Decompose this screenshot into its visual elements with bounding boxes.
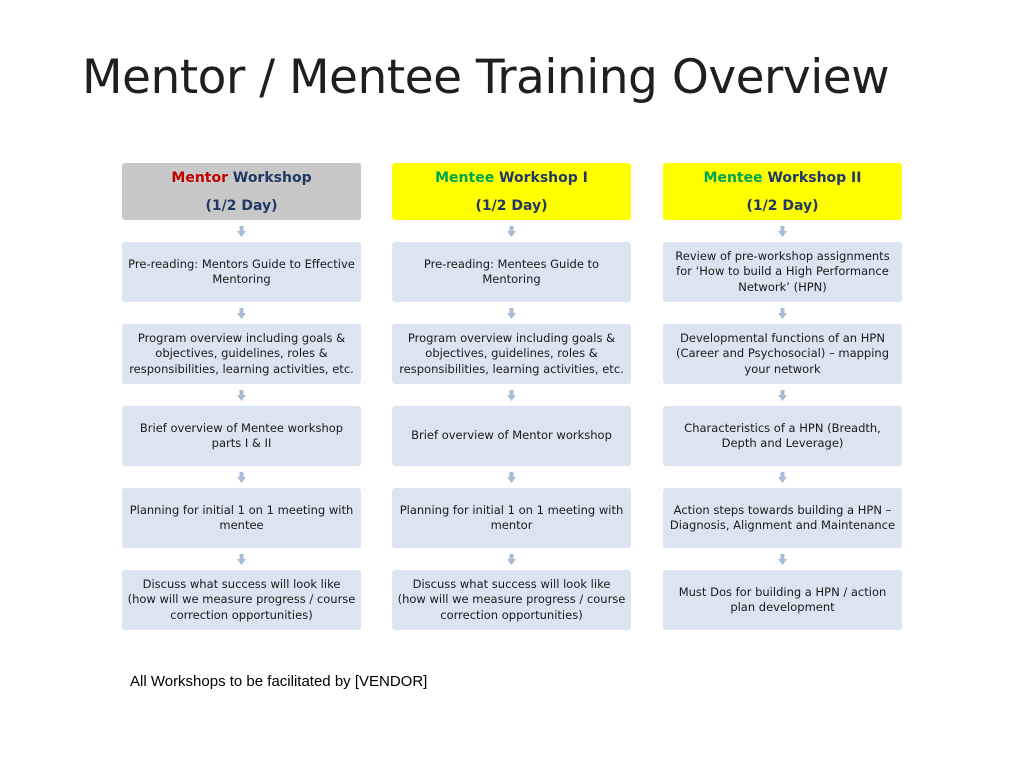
step-box: Characteristics of a HPN (Breadth, Depth and Leverage): [663, 406, 902, 466]
workshop-duration: (1/2 Day): [205, 197, 278, 214]
down-arrow-icon: [122, 548, 361, 570]
step-box: Pre-reading: Mentors Guide to Effective Mentoring: [122, 242, 361, 302]
mentor-workshop-column: [122, 163, 361, 630]
workshop-name-rest: Workshop: [228, 169, 312, 186]
mentee-workshop-2-column: [663, 163, 902, 630]
workshop-keyword: Mentee: [435, 169, 495, 186]
step-box: Review of pre-workshop assignments for ‘How to build a High Performance Network’ (HPN): [663, 242, 902, 302]
down-arrow-icon: [663, 384, 902, 406]
workshop-name-rest: Workshop II: [762, 169, 862, 186]
step-box: Program overview including goals & objectives, guidelines, roles & responsibilities, learning activities, etc.: [392, 324, 631, 384]
down-arrow-icon: [663, 548, 902, 570]
down-arrow-icon: [392, 302, 631, 324]
workshop-name: [704, 168, 862, 188]
down-arrow-icon: [392, 384, 631, 406]
step-box: Brief overview of Mentee workshop parts I & II: [122, 406, 361, 466]
mentor-workshop-header: [122, 163, 361, 220]
step-box: Must Dos for building a HPN / action plan development: [663, 570, 902, 630]
workshop-keyword: Mentee: [703, 169, 763, 186]
step-box: Action steps towards building a HPN – Diagnosis, Alignment and Maintenance: [663, 488, 902, 548]
down-arrow-icon: [122, 384, 361, 406]
down-arrow-icon: [122, 220, 361, 242]
step-box: Discuss what success will look like (how will we measure progress / course correction opportunities): [122, 570, 361, 630]
down-arrow-icon: [122, 302, 361, 324]
step-box: Program overview including goals & objectives, guidelines, roles & responsibilities, learning activities, etc.: [122, 324, 361, 384]
workshop-name-rest: Workshop I: [494, 169, 588, 186]
step-box: Planning for initial 1 on 1 meeting with mentor: [392, 488, 631, 548]
step-box: Brief overview of Mentor workshop: [392, 406, 631, 466]
step-box: Planning for initial 1 on 1 meeting with mentee: [122, 488, 361, 548]
down-arrow-icon: [392, 220, 631, 242]
workshop-name: [435, 168, 588, 188]
workshop-name: [171, 168, 311, 188]
mentee-workshop-1-header: [392, 163, 631, 220]
page-title: Mentor / Mentee Training Overview: [82, 50, 890, 105]
step-box: Discuss what success will look like (how will we measure progress / course correction opportunities): [392, 570, 631, 630]
workshop-duration: (1/2 Day): [475, 197, 548, 214]
down-arrow-icon: [663, 302, 902, 324]
mentee-workshop-1-column: [392, 163, 631, 630]
step-box: Pre-reading: Mentees Guide to Mentoring: [392, 242, 631, 302]
step-box: Developmental functions of an HPN (Career and Psychosocial) – mapping your network: [663, 324, 902, 384]
mentee-workshop-2-header: [663, 163, 902, 220]
workshop-duration: (1/2 Day): [746, 197, 819, 214]
down-arrow-icon: [122, 466, 361, 488]
down-arrow-icon: [663, 220, 902, 242]
down-arrow-icon: [392, 548, 631, 570]
workshop-keyword: Mentor: [171, 169, 228, 186]
down-arrow-icon: [392, 466, 631, 488]
down-arrow-icon: [663, 466, 902, 488]
footnote: All Workshops to be facilitated by [VENDOR]: [130, 673, 428, 690]
